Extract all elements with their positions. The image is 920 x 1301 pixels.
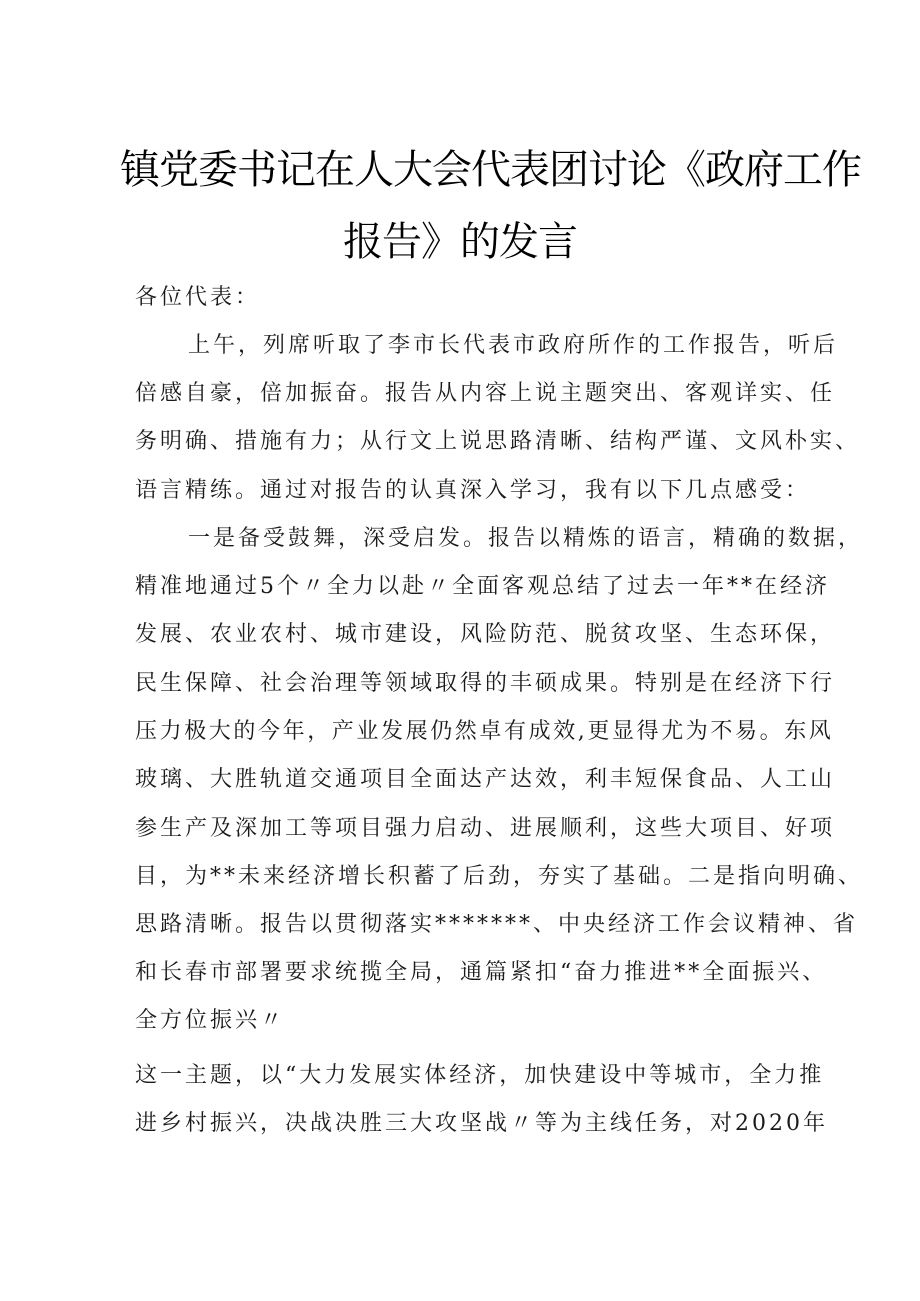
paragraph-line: 思路清晰。报告以贯彻落实*******、中央经济工作会议精神、省 (135, 912, 859, 937)
document-title-line-1: 镇党委书记在人大会代表团讨论《政府工作 (120, 147, 861, 193)
paragraph-line: 参生产及深加工等项目强力启动、进展顺利，这些大项目、好项 (135, 816, 836, 841)
paragraph-line: 上午，列席听取了李市长代表市政府所作的工作报告，听后 (188, 333, 839, 358)
document-title-line-2: 报告》的发言 (343, 219, 577, 265)
salutation: 各位代表： (135, 285, 261, 310)
paragraph-line: 目，为**未来经济增长积蓄了后劲，夯实了基础。二是指向明确、 (135, 864, 864, 889)
paragraph-line: 一是备受鼓舞，深受启发。报告以精炼的语言，精确的数据， (188, 526, 864, 551)
paragraph-line: 精准地通过5个〃全力以赴〃全面客观总结了过去一年**在经济 (135, 574, 830, 599)
paragraph-line: 这一主题，以“大力发展实体经济，加快建设中等城市，全力推 (135, 1063, 825, 1088)
paragraph-line: 进乡村振兴，决战决胜三大攻坚战〃等为主线任务，对2020年 (135, 1111, 828, 1136)
paragraph-line: 和长春市部署要求统揽全局，通篇紧扣“奋力推进**全面振兴、 (135, 960, 828, 985)
paragraph-line: 压力极大的今年，产业发展仍然卓有成效,更显得尤为不易。东风 (135, 719, 834, 744)
paragraph-line: 全方位振兴〃 (135, 1008, 286, 1033)
paragraph-line: 语言精练。通过对报告的认真深入学习，我有以下几点感受： (135, 478, 811, 503)
paragraph-line: 倍感自豪，倍加振奋。报告从内容上说主题突出、客观详实、任 (135, 381, 836, 406)
paragraph-line: 民生保障、社会治理等领域取得的丰硕成果。特别是在经济下行 (135, 671, 836, 696)
paragraph-line: 玻璃、大胜轨道交通项目全面达产达效，利丰短保食品、人工山 (135, 767, 836, 792)
paragraph-line: 发展、农业农村、城市建设，风险防范、脱贫攻坚、生态环保， (135, 622, 836, 647)
paragraph-line: 务明确、措施有力；从行文上说思路清晰、结构严谨、文风朴实、 (135, 429, 861, 454)
